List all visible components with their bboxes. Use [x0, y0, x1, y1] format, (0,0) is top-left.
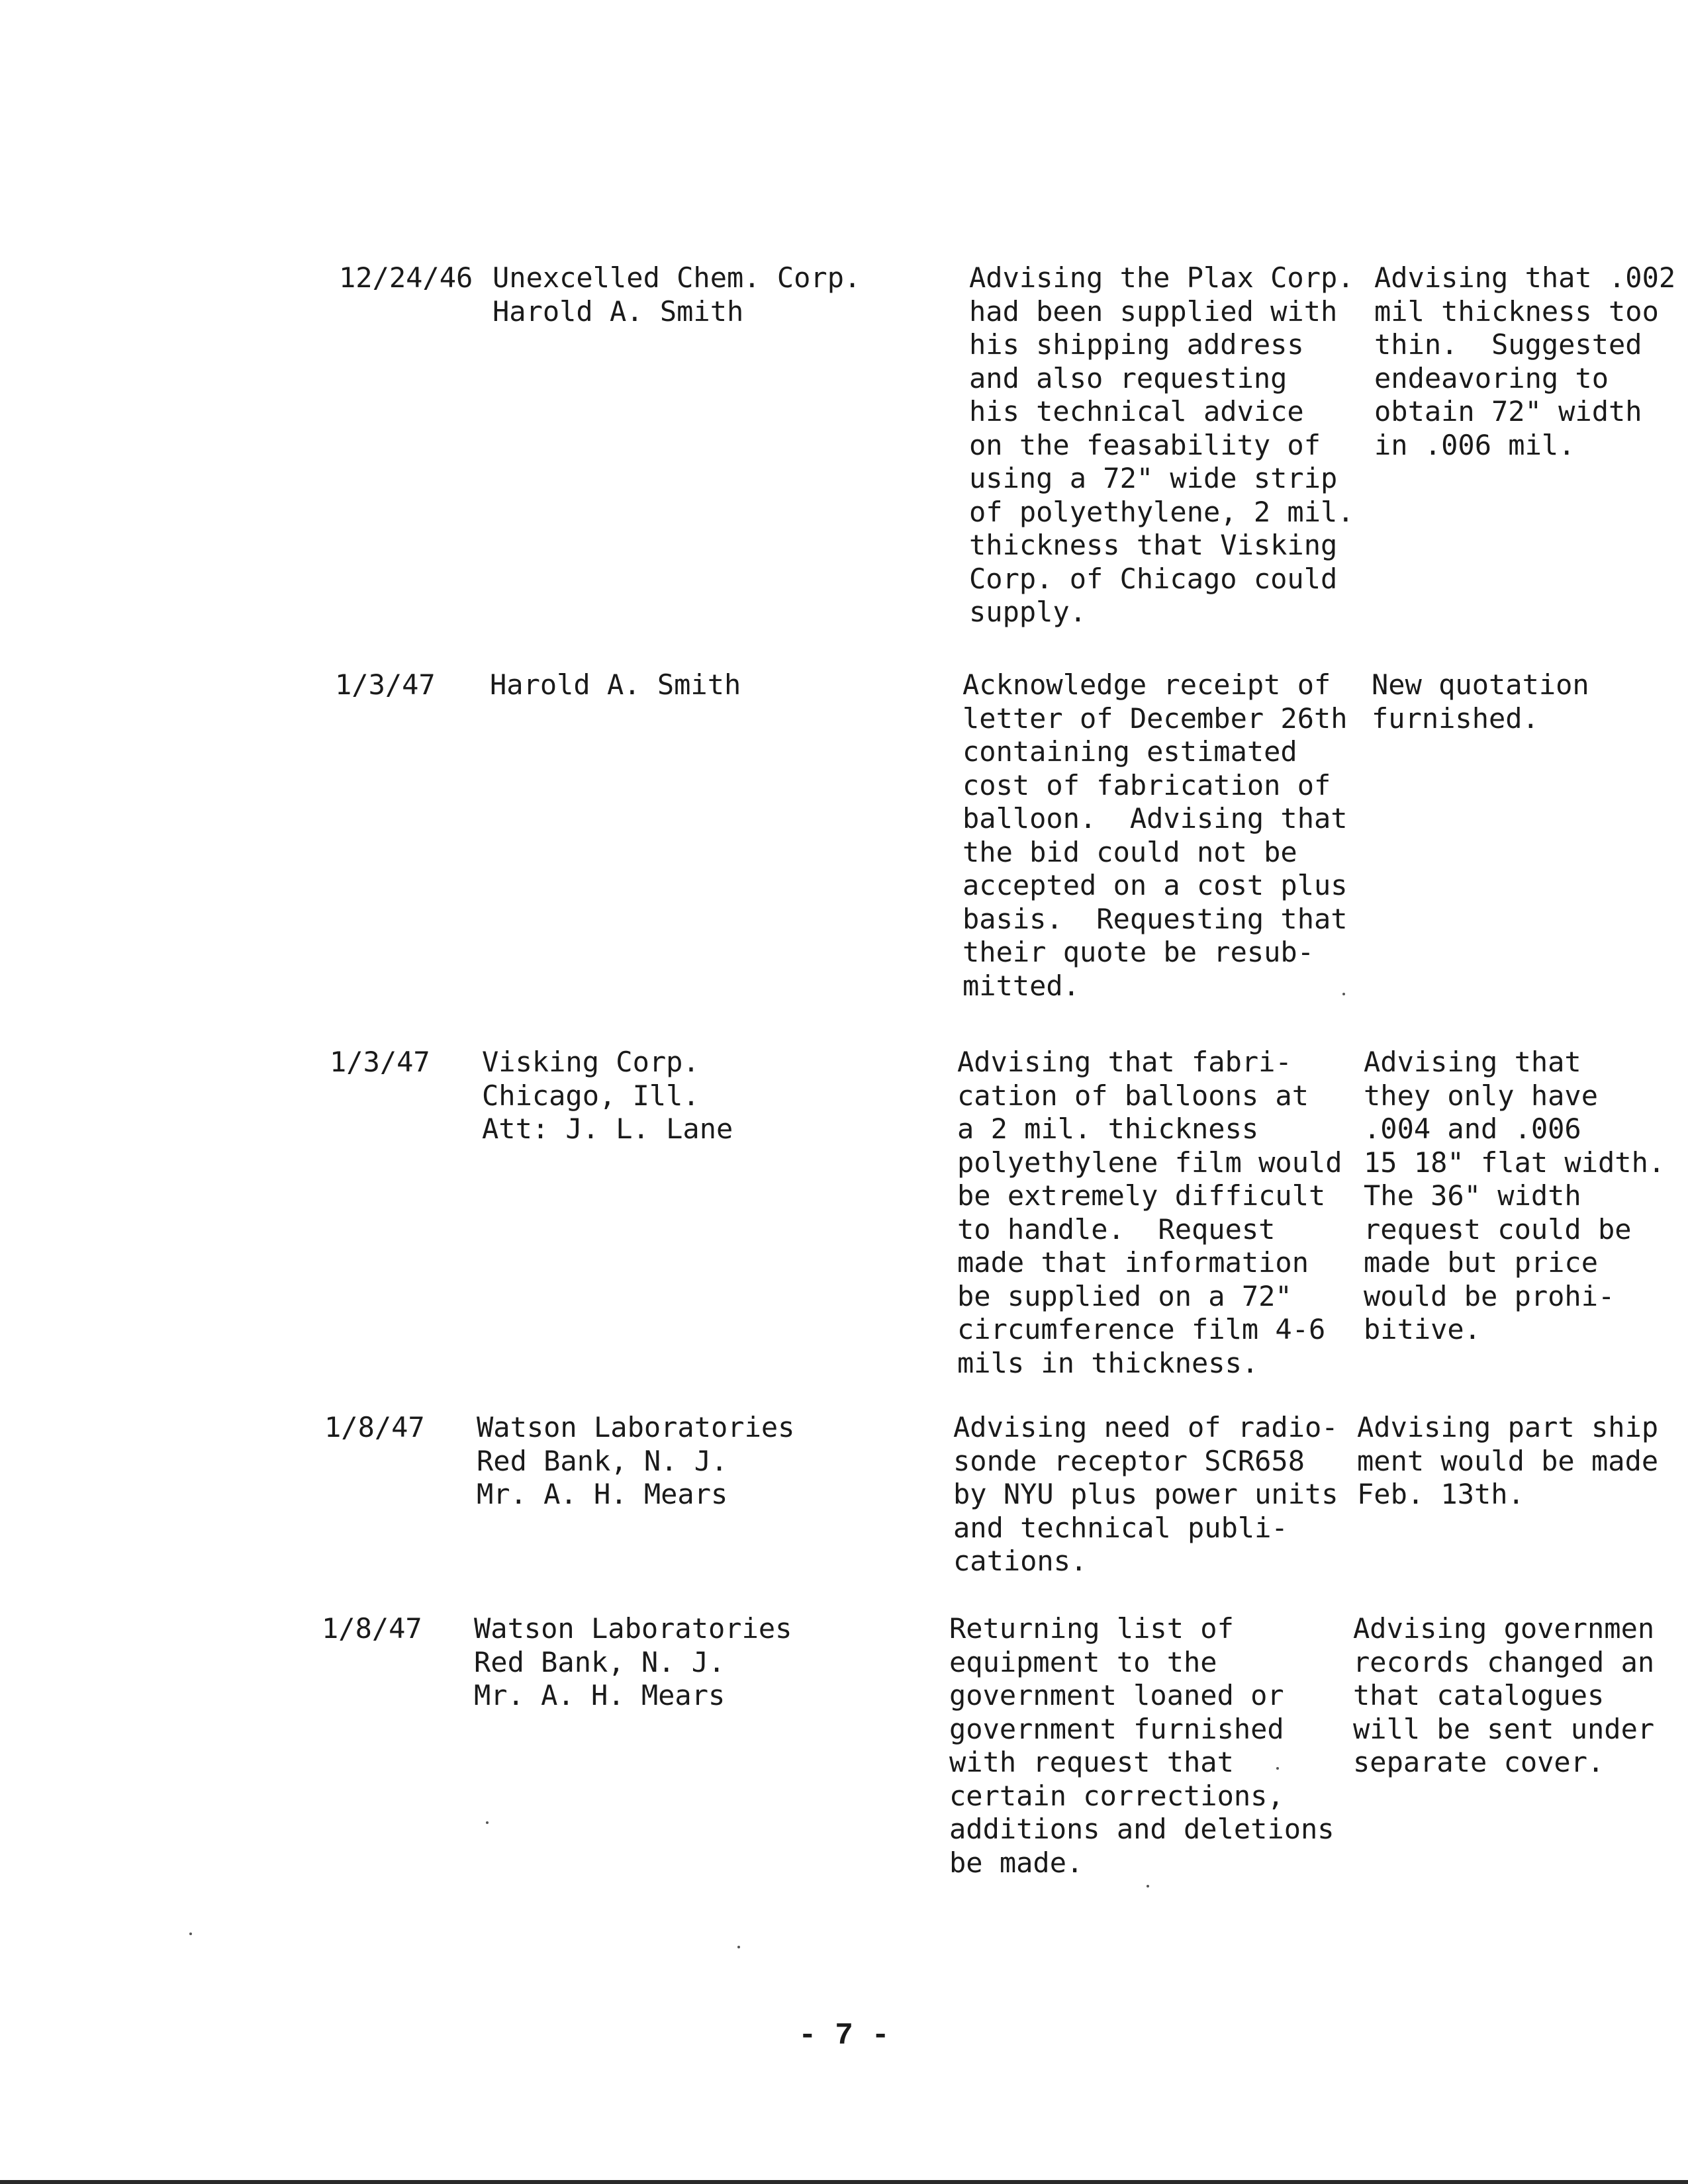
paper-speck [737, 1946, 740, 1948]
entry-action: Advising part ship ment would be made Feb. 13th. [1357, 1411, 1659, 1510]
entry-subject: Advising the Plax Corp. had been supplied with his shipping address and also requesting his technical advice on the feasability of using a 72" wide strip of polyethylene, 2 mil. thickness that Visking Corp. of Chicago could supply. [969, 261, 1354, 628]
entry-action: Advising that they only have .004 and .006 15 18" flat width. The 36" width request could be made but price would be prohi- bitive. [1364, 1046, 1665, 1345]
entry-party: Watson Laboratories Red Bank, N. J. Mr. A. H. Mears [477, 1411, 795, 1510]
paper-speck [189, 1933, 192, 1935]
entry-subject: Acknowledge receipt of letter of December 26th containing estimated cost of fabrication of balloon. Advising that the bid could not be accepted on a cost plus basis. Requesting that their quote be resub- mitted. [962, 668, 1348, 1002]
entry-date: 1/3/47 [335, 668, 436, 701]
paper-speck [1147, 1885, 1149, 1888]
entry-party: Harold A. Smith [490, 668, 741, 701]
paper-speck [1342, 993, 1345, 995]
entry-party: Watson Laboratories Red Bank, N. J. Mr. A. H. Mears [474, 1612, 792, 1711]
entry-subject: Advising that fabri- cation of balloons at a 2 mil. thickness polyethylene film would be extremely difficult to handle. Request made that information be supplied on a 72" circumference film 4-6 mils in thickness. [957, 1046, 1342, 1379]
scan-bottom-edge [0, 2180, 1688, 2184]
entry-date: 1/3/47 [330, 1046, 430, 1078]
entry-subject: Advising need of radio- sonde receptor SCR658 by NYU plus power units and technical publi- cations. [953, 1411, 1338, 1577]
entry-date: 1/8/47 [322, 1612, 422, 1645]
entry-action: New quotation furnished. [1372, 668, 1589, 735]
page-number: - 7 - [798, 2019, 890, 2053]
entry-action: Advising that .002 mil thickness too thin. Suggested endeavoring to obtain 72" width in .006 mil. [1374, 261, 1676, 461]
entry-party: Unexcelled Chem. Corp. Harold A. Smith [492, 261, 861, 328]
paper-speck [1276, 1767, 1279, 1770]
paper-speck [486, 1821, 489, 1824]
entry-party: Visking Corp. Chicago, Ill. Att: J. L. Lane [482, 1046, 733, 1145]
entry-subject: Returning list of equipment to the government loaned or government furnished with request that certain corrections, additions and deletions be made. [949, 1612, 1335, 1879]
entry-date: 1/8/47 [324, 1411, 425, 1443]
entry-action: Advising governmen records changed an that catalogues will be sent under separate cover. [1353, 1612, 1655, 1778]
entry-date: 12/24/46 [339, 261, 473, 294]
